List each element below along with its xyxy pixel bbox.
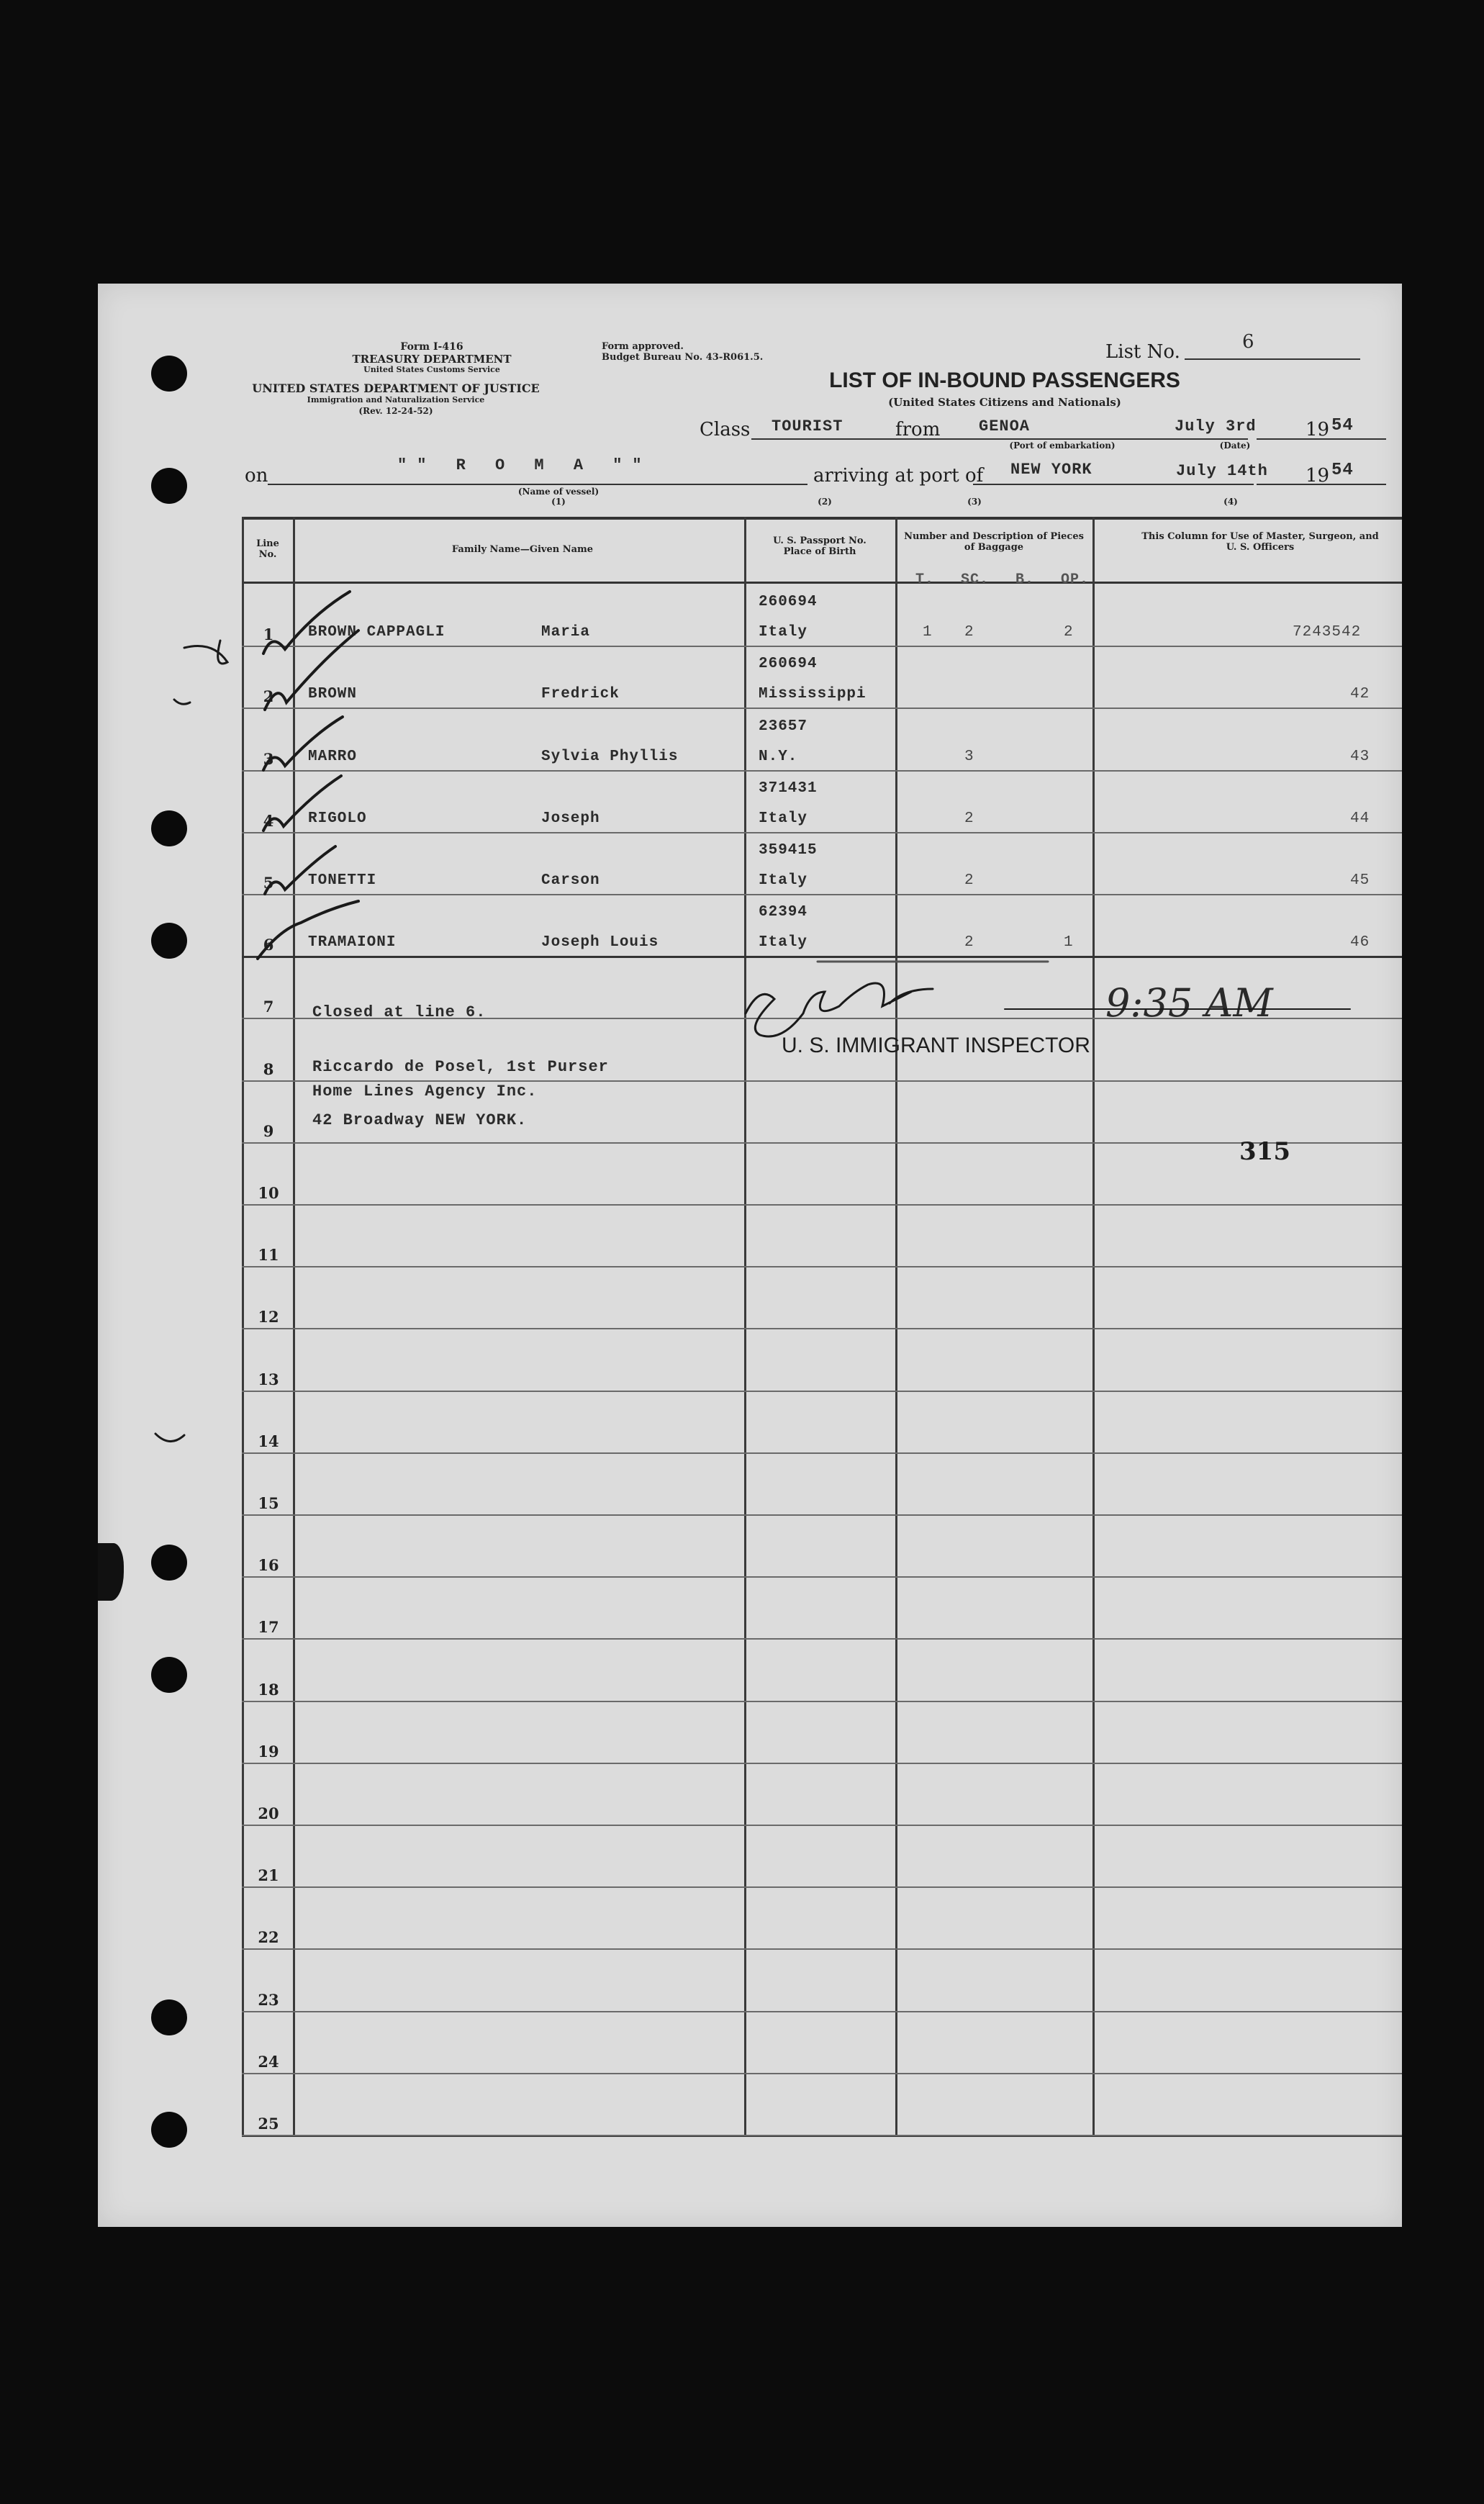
bag-op: 2 bbox=[1064, 624, 1074, 641]
class-value: TOURIST bbox=[772, 417, 843, 435]
officer-entry: 43 bbox=[1350, 748, 1370, 765]
year-from: 54 bbox=[1331, 416, 1354, 435]
year-prefix-arrival: 19 bbox=[1306, 465, 1330, 487]
line-number: 1 bbox=[263, 625, 274, 644]
justice-dept: UNITED STATES DEPARTMENT OF JUSTICE bbox=[252, 381, 540, 395]
officer-entry: 7243542 bbox=[1293, 624, 1362, 641]
col-num-1: (1) bbox=[551, 497, 566, 507]
passport-number: 260694 bbox=[759, 656, 818, 673]
header-name: Family Name—Given Name bbox=[451, 544, 594, 555]
from-value: GENOA bbox=[979, 417, 1031, 435]
given-name: Sylvia Phyllis bbox=[541, 748, 679, 765]
line-number: 11 bbox=[258, 1246, 279, 1265]
line-number: 4 bbox=[263, 811, 274, 830]
form-approved: Form approved. bbox=[602, 341, 684, 352]
year-arrival: 54 bbox=[1331, 461, 1354, 480]
header-officers: This Column for Use of Master, Surgeon, and U. S. Officers bbox=[1141, 531, 1379, 553]
given-name: Joseph Louis bbox=[541, 934, 659, 952]
baggage-codes: T. SC. B. OP. bbox=[915, 571, 1090, 588]
family-name: MARRO bbox=[308, 748, 358, 765]
header-baggage: Number and Description of Pieces of Baggage bbox=[904, 531, 1084, 553]
family-name: BROWN bbox=[308, 686, 358, 703]
line-number: 12 bbox=[258, 1308, 279, 1326]
bag-sc: 2 bbox=[964, 810, 974, 827]
officer-entry: 44 bbox=[1350, 810, 1370, 827]
header-line-no: Line No. bbox=[256, 538, 279, 560]
year-prefix-from: 19 bbox=[1306, 419, 1330, 440]
line-number: 3 bbox=[263, 749, 274, 768]
agency-address: 42 Broadway NEW YORK. bbox=[312, 1111, 528, 1129]
header-passport: U. S. Passport No. Place of Birth bbox=[773, 535, 867, 557]
line-number: 23 bbox=[258, 1990, 279, 2009]
date-from: July 3rd bbox=[1175, 417, 1257, 435]
birth-place: Mississippi bbox=[759, 686, 867, 703]
line-number: 18 bbox=[258, 1680, 279, 1699]
line-number: 2 bbox=[263, 687, 274, 706]
line-number: 20 bbox=[258, 1804, 279, 1822]
line-number: 7 bbox=[263, 998, 274, 1016]
col-num-3: (3) bbox=[967, 497, 982, 507]
bag-op: 1 bbox=[1064, 934, 1074, 952]
line-number: 10 bbox=[258, 1184, 279, 1202]
manifest-page bbox=[98, 284, 1402, 2227]
passport-number: 62394 bbox=[759, 904, 808, 921]
document-title: LIST OF IN-BOUND PASSENGERS bbox=[829, 369, 1180, 392]
list-no-label: List No. bbox=[1105, 341, 1180, 363]
bag-sc: 2 bbox=[964, 872, 974, 889]
line-number: 17 bbox=[258, 1618, 279, 1637]
line-number: 6 bbox=[263, 936, 274, 954]
col-num-4: (4) bbox=[1223, 497, 1238, 507]
class-label: Class bbox=[700, 419, 751, 440]
inspector-label: U. S. IMMIGRANT INSPECTOR bbox=[782, 1034, 1090, 1057]
passport-number: 359415 bbox=[759, 842, 818, 859]
agency-name: Home Lines Agency Inc. bbox=[312, 1082, 538, 1100]
line-number: 19 bbox=[258, 1742, 279, 1761]
given-name: Carson bbox=[541, 872, 600, 889]
line-number: 13 bbox=[258, 1370, 279, 1388]
line-number: 24 bbox=[258, 2052, 279, 2071]
line-number: 21 bbox=[258, 1866, 279, 1885]
line-number: 25 bbox=[258, 2115, 279, 2133]
birth-place: Italy bbox=[759, 872, 808, 889]
officer-entry: 46 bbox=[1350, 934, 1370, 952]
date-caption: (Date) bbox=[1219, 440, 1251, 451]
line-number: 5 bbox=[263, 874, 274, 892]
revision-date: (Rev. 12-24-52) bbox=[358, 406, 433, 416]
family-name: TRAMAIONI bbox=[308, 934, 397, 952]
given-name: Joseph bbox=[541, 810, 600, 827]
passport-number: 23657 bbox=[759, 718, 808, 735]
arriving-label: arriving at port of bbox=[813, 465, 984, 487]
vessel-caption: (Name of vessel) bbox=[517, 487, 600, 497]
customs-service: United States Customs Service bbox=[363, 365, 500, 374]
treasury-dept: TREASURY DEPARTMENT bbox=[352, 353, 512, 366]
col-num-2: (2) bbox=[818, 497, 832, 507]
document-subtitle: (United States Citizens and Nationals) bbox=[888, 396, 1121, 409]
given-name: Maria bbox=[541, 624, 591, 641]
bag-sc: 3 bbox=[964, 748, 974, 765]
passport-number: 371431 bbox=[759, 779, 818, 797]
birth-place: Italy bbox=[759, 934, 808, 952]
birth-place: Italy bbox=[759, 624, 808, 641]
vessel-name: "" R O M A "" bbox=[397, 456, 652, 474]
inspector-time: 9:35 AM bbox=[1105, 980, 1273, 1026]
on-label: on bbox=[245, 465, 268, 487]
closed-note: Closed at line 6. bbox=[312, 1003, 487, 1021]
line-number: 22 bbox=[258, 1928, 279, 1947]
line-number: 16 bbox=[258, 1556, 279, 1575]
bag-t: 1 bbox=[923, 624, 933, 641]
embark-caption: (Port of embarkation) bbox=[1009, 440, 1116, 451]
line-number: 14 bbox=[258, 1432, 279, 1450]
family-name: TONETTI bbox=[308, 872, 377, 889]
officer-entry: 45 bbox=[1350, 872, 1370, 889]
line-number: 8 bbox=[263, 1059, 274, 1078]
from-label: from bbox=[895, 419, 941, 440]
purser-name: Riccardo de Posel, 1st Purser bbox=[312, 1058, 609, 1076]
passport-number: 260694 bbox=[759, 594, 818, 611]
bag-sc: 2 bbox=[964, 624, 974, 641]
given-name: Fredrick bbox=[541, 686, 620, 703]
ins-service: Immigration and Naturalization Service bbox=[307, 395, 485, 404]
birth-place: Italy bbox=[759, 810, 808, 827]
line-number: 15 bbox=[258, 1494, 279, 1512]
family-name: BROWN CAPPAGLI bbox=[308, 624, 445, 641]
date-arrival: July 14th bbox=[1176, 462, 1268, 480]
stamp-number: 315 bbox=[1239, 1137, 1290, 1166]
form-number: Form I-416 bbox=[400, 341, 463, 353]
birth-place: N.Y. bbox=[759, 748, 798, 765]
line-number: 9 bbox=[263, 1121, 274, 1140]
arrival-port: NEW YORK bbox=[1010, 461, 1092, 479]
list-no-value: 6 bbox=[1242, 331, 1254, 353]
family-name: RIGOLO bbox=[308, 810, 367, 827]
officer-entry: 42 bbox=[1350, 686, 1370, 703]
bag-sc: 2 bbox=[964, 934, 974, 952]
budget-bureau: Budget Bureau No. 43-R061.5. bbox=[602, 352, 764, 363]
handwritten-marks bbox=[98, 284, 1402, 2227]
